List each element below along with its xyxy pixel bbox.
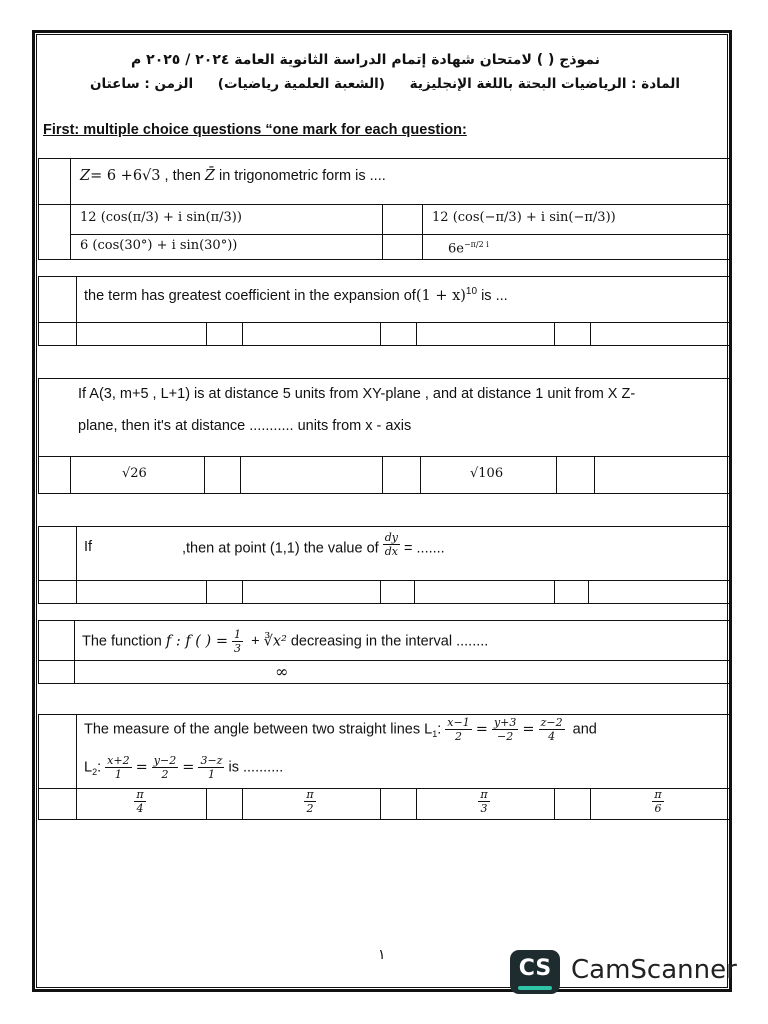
- question-6-line-1: The measure of the angle between two straight lines $L_1$: $\frac{x-1}{2}$ = $\frac{y+3}{-2}$ = $\frac{z-2}{4}$ and: [84, 716, 597, 743]
- dy-dx-fraction: $\frac{dy}{dx}$: [384, 531, 398, 558]
- time-label: الزمن : ساعتان: [90, 76, 194, 92]
- page-number: ١: [378, 946, 386, 962]
- section-title: First: multiple choice questions “one mark for each question:: [43, 122, 467, 138]
- question-4-text: ,then at point (1,1) the value of $\frac{dy}{dx}$ = .......: [182, 531, 445, 558]
- question-1-text: Z= 6 +6√3 , then Z̄ in trigonometric form is ....: [80, 168, 386, 184]
- question-3-option-a: √26: [122, 466, 147, 481]
- question-1-option-b: 12 (cos(−π/3) + i sin(−π/3)): [432, 210, 616, 225]
- question-6-option-c: $\frac{\pi}{3}$: [480, 788, 488, 815]
- camscanner-logo-icon: CS: [510, 950, 560, 994]
- question-5-text: The function f : f ( ) = $\frac{1}{3}$ + ∛x² decreasing in the interval ........: [82, 628, 489, 655]
- camscanner-watermark: CamScanner: [571, 955, 737, 985]
- question-6-option-b: $\frac{\pi}{2}$: [306, 788, 314, 815]
- question-3-line-1: If A(3, m+5 , L+1) is at distance 5 units from XY-plane , and at distance 1 unit from X Z-: [78, 386, 636, 402]
- question-4-if: If: [84, 539, 93, 555]
- question-6-line-2: $L_2$: $\frac{x+2}{1}$ = $\frac{y-2}{2}$ = $\frac{3-z}{1}$ is ..........: [84, 754, 284, 781]
- exam-header-title: نموذج ( ) لامتحان شهادة إتمام الدراسة الثانوية العامة ٢٠٢٤ / ٢٠٢٥ م: [131, 52, 600, 68]
- question-3-line-2: plane, then it's at distance ........... units from x - axis: [78, 418, 412, 434]
- question-3-option-c: √106: [470, 466, 504, 481]
- subject-label: المادة : الرياضيات البحتة باللغة الإنجليزية: [409, 76, 680, 92]
- one-third-fraction: $\frac{1}{3}$: [234, 628, 242, 655]
- question-1-option-d: $6e^{-\pi/2 i}$: [448, 240, 489, 257]
- question-6-option-a: $\frac{\pi}{4}$: [136, 788, 144, 815]
- exam-header-info: [90, 76, 680, 92]
- question-6-option-d: $\frac{\pi}{6}$: [654, 788, 662, 815]
- branch-label: (الشعبة العلمية رياضيات): [217, 76, 385, 92]
- question-1-option-c: 6 (cos(30°) + i sin(30°)): [80, 238, 238, 253]
- question-1-option-a: 12 (cos(π/3) + i sin(π/3)): [80, 210, 242, 225]
- question-5-option: ∞: [275, 662, 289, 681]
- question-2-text: the term has greatest coefficient in the expansion $of(1 + x)^{10}$ is ...: [84, 286, 508, 304]
